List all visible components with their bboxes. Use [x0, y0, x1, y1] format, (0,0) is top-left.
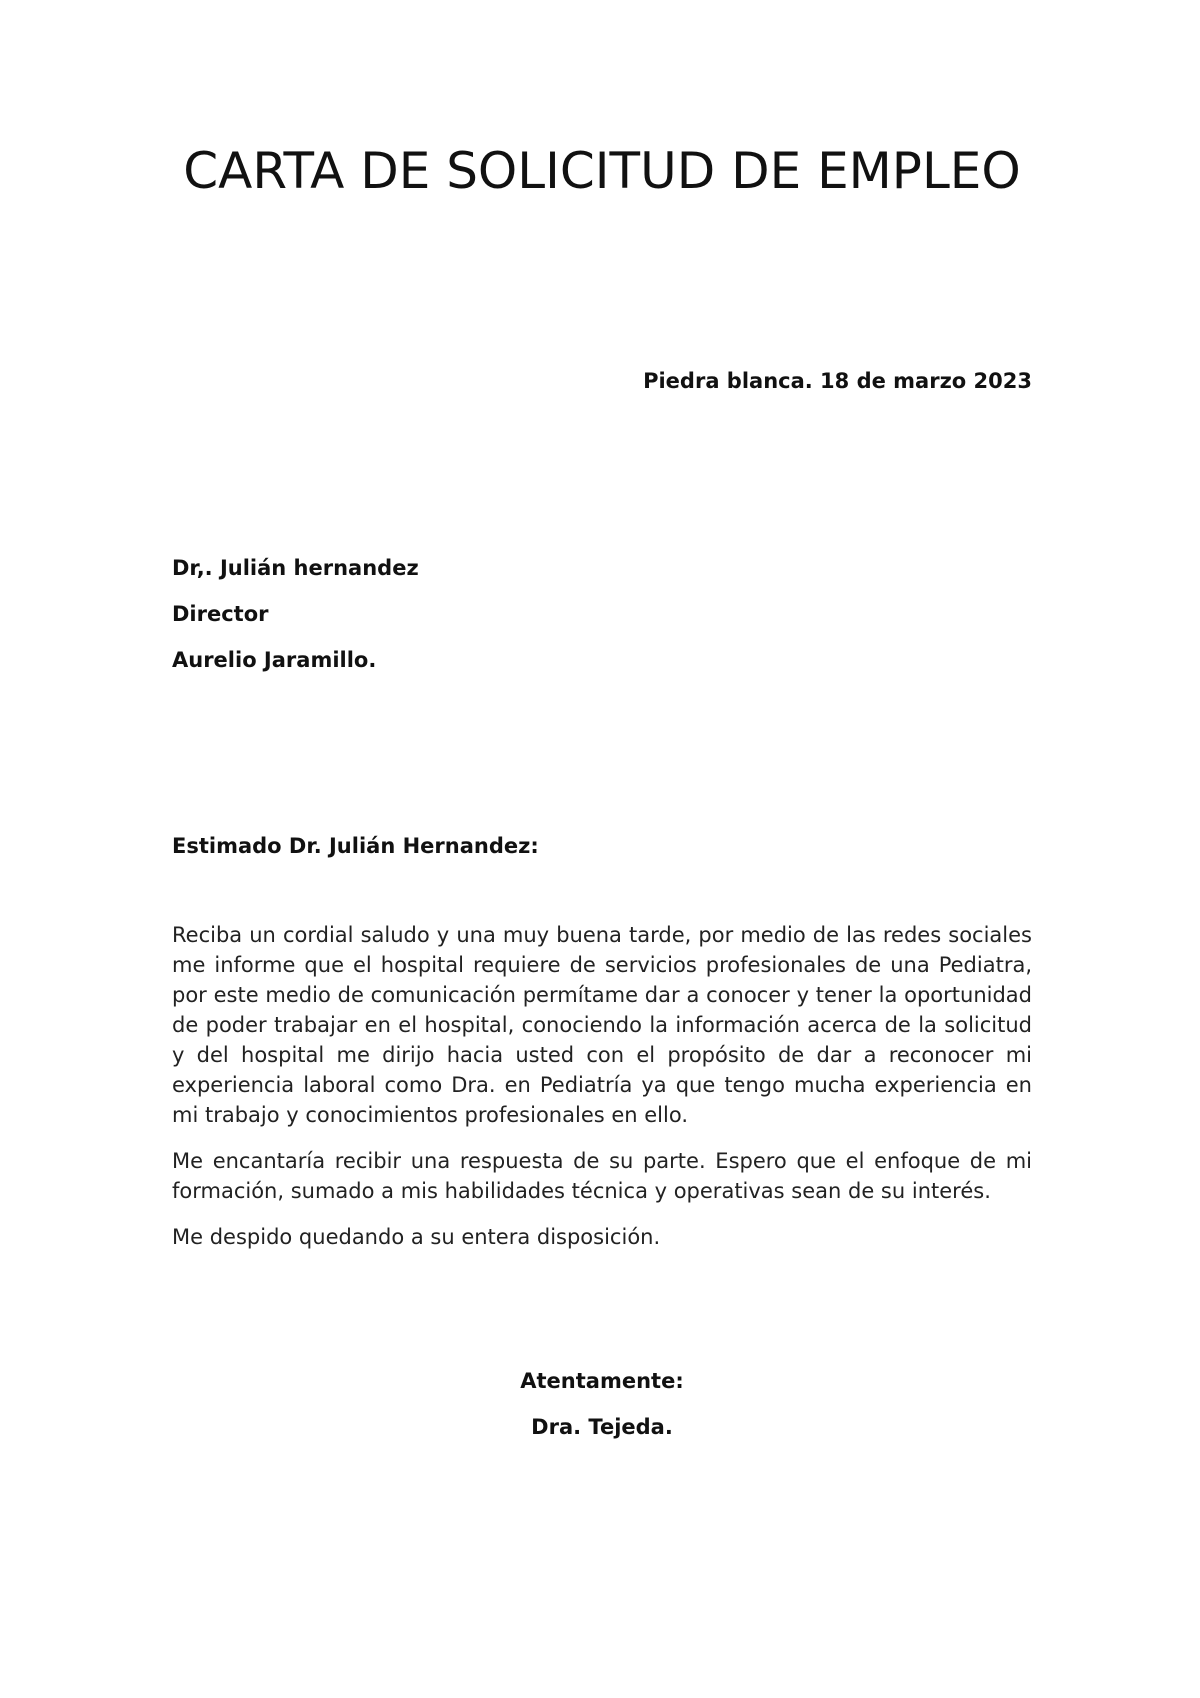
- letter-body: [172, 920, 1032, 1268]
- closing-phrase: Atentamente:: [520, 1369, 684, 1393]
- recipient-organization: Aurelio Jaramillo.: [172, 648, 377, 672]
- date-line: Piedra blanca. 18 de marzo 2023: [643, 369, 1032, 393]
- recipient-name: Dr,. Julián hernandez: [172, 556, 419, 580]
- closing-block: [172, 1366, 1032, 1458]
- recipient-position: Director: [172, 602, 269, 626]
- body-paragraph: Reciba un cordial saludo y una muy buena tarde, por medio de las redes sociales me informe que el hospital requiere de servicios profesionales de una Pediatra, por este medio de comunicación permítame dar a conocer y tener la oportunidad de poder trabajar en el hospital, conociendo la información acerca de la solicitud y del hospital me dirijo hacia usted con el propósito de dar a reconocer mi experiencia laboral como Dra. en Pediatría ya que tengo mucha experiencia en mi trabajo y conocimientos profesionales en ello.: [172, 923, 1032, 1127]
- recipient-block: [172, 553, 772, 691]
- signature-name: Dra. Tejeda.: [531, 1415, 673, 1439]
- body-paragraph: Me despido quedando a su entera disposición.: [172, 1225, 661, 1249]
- body-paragraph: Me encantaría recibir una respuesta de su parte. Espero que el enfoque de mi formación, sumado a mis habilidades técnica y operativas sean de su interés.: [172, 1149, 1032, 1203]
- salutation: Estimado Dr. Julián Hernandez:: [172, 834, 539, 858]
- letter-title: CARTA DE SOLICITUD DE EMPLEO: [183, 142, 1021, 200]
